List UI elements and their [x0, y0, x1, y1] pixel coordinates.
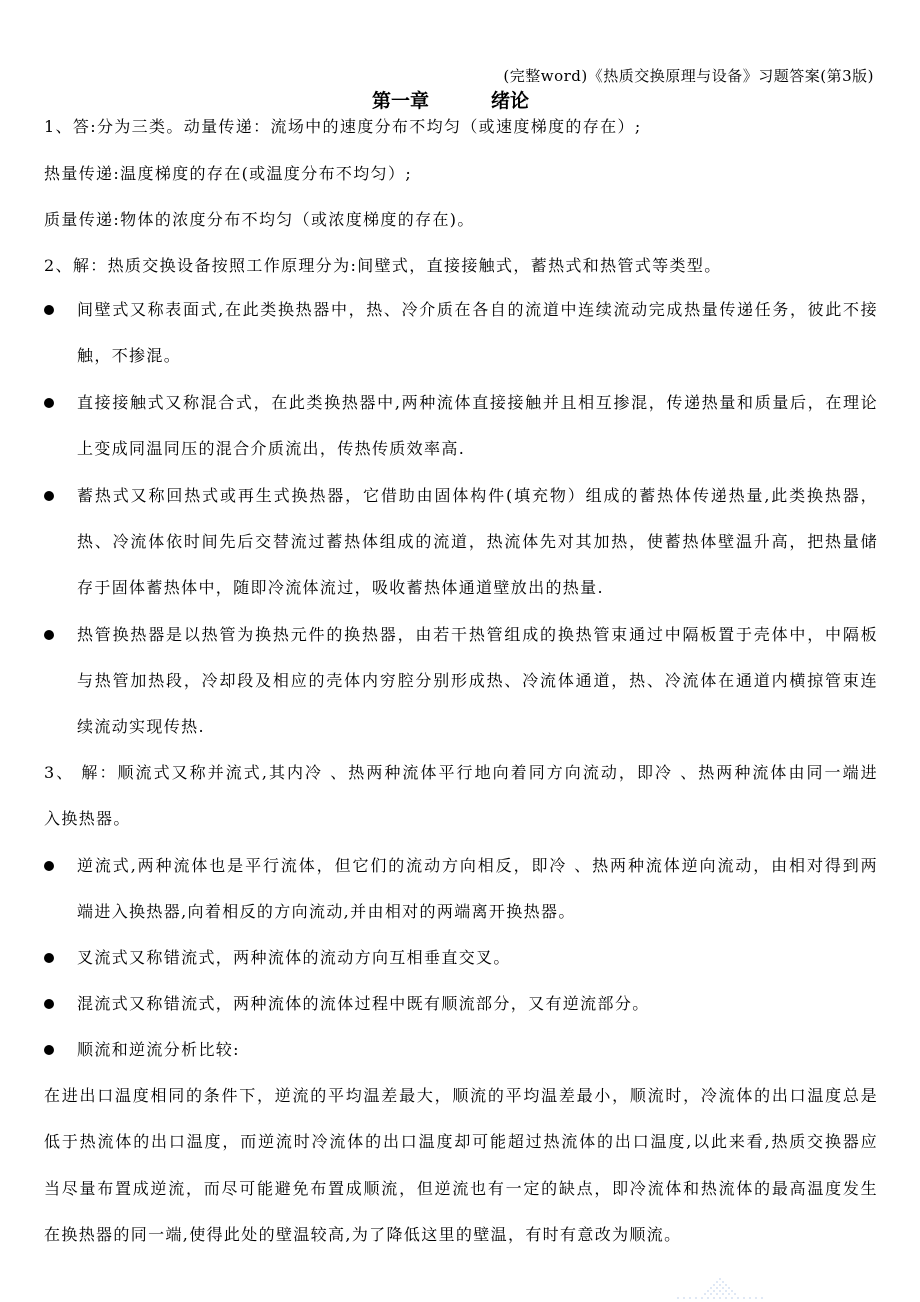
bullet-list-item: 混流式又称错流式，两种流体的流体过程中既有顺流部分，又有逆流部分。	[77, 994, 650, 1013]
bullet-list-item: 逆流式,两种流体也是平行流体，但它们的流动方向相反，即冷 、热两种流体逆向流动，由相对得到两	[77, 856, 878, 875]
paragraph-line: 续流动实现传热.	[77, 717, 205, 736]
paragraph-line: 在换热器的同一端,使得此处的壁温较高,为了降低这里的壁温，有时有意改为顺流。	[44, 1225, 682, 1244]
bullet-icon	[44, 1045, 54, 1055]
paragraph-line: 在进出口温度相同的条件下，逆流的平均温差最大，顺流的平均温差最小，顺流时，冷流体的出口温度总是	[44, 1086, 878, 1105]
paragraph-line: 3、 解：顺流式又称并流式,其内冷 、热两种流体平行地向着同方向流动，即冷 、热两种流体由同一端进	[44, 763, 878, 782]
paragraph-line: 热量传递:温度梯度的存在(或温度分布不均匀）;	[44, 164, 413, 183]
paragraph-line: 上变成同温同压的混合介质流出，传热传质效率高.	[77, 439, 466, 458]
watermark-icon	[672, 1276, 768, 1302]
paragraph-line: 当尽量布置成逆流，而尽可能避免布置成顺流，但逆流也有一定的缺点，即冷流体和热流体的最高温度发生	[44, 1179, 878, 1198]
paragraph-line: 触，不掺混。	[77, 346, 182, 365]
paragraph-line: 存于固体蓄热体中，随即冷流体流过，吸收蓄热体通道壁放出的热量.	[77, 578, 604, 597]
chapter-number: 第一章	[372, 90, 430, 112]
paragraph-line: 质量传递:物体的浓度分布不均匀（或浓度梯度的存在)。	[44, 210, 475, 229]
chapter-heading	[372, 89, 529, 113]
paragraph-line: 热、冷流体依时间先后交替流过蓄热体组成的流道，热流体先对其加热，使蓄热体壁温升高，把热量储	[77, 532, 878, 551]
bullet-list-item: 蓄热式又称回热式或再生式换热器，它借助由固体构件(填充物）组成的蓄热体传递热量,此类换热器，	[77, 486, 878, 505]
bullet-list-item: 间壁式又称表面式,在此类换热器中，热、冷介质在各自的流道中连续流动完成热量传递任务，彼此不接	[77, 300, 878, 319]
bullet-icon	[44, 861, 54, 871]
chapter-title: 绪论	[491, 90, 530, 112]
bullet-icon	[44, 305, 54, 315]
paragraph-line: 与热管加热段，冷却段及相应的壳体内穷腔分别形成热、冷流体通道，热、冷流体在通道内横掠管束连	[77, 671, 878, 690]
bullet-icon	[44, 398, 54, 408]
bullet-icon	[44, 491, 54, 501]
paragraph-line: 端进入换热器,向着相反的方向流动,并由相对的两端离开换热器。	[77, 902, 576, 921]
bullet-icon	[44, 999, 54, 1009]
paragraph-line: 入换热器。	[44, 809, 131, 828]
paragraph-line: 2、解：热质交换设备按照工作原理分为:间壁式，直接接触式，蓄热式和热管式等类型。	[44, 256, 722, 275]
paragraph-line: 低于热流体的出口温度，而逆流时冷流体的出口温度却可能超过热流体的出口温度,以此来看,热质交换器应	[44, 1132, 878, 1151]
document-header-title: (完整word)《热质交换原理与设备》习题答案(第3版)	[503, 67, 874, 85]
bullet-list-item: 直接接触式又称混合式，在此类换热器中,两种流体直接接触并且相互掺混，传递热量和质量后，在理论	[77, 393, 878, 412]
bullet-list-item: 热管换热器是以热管为换热元件的换热器，由若干热管组成的换热管束通过中隔板置于壳体中，中隔板	[77, 625, 878, 644]
paragraph-line: 1、答:分为三类。动量传递：流场中的速度分布不均匀（或速度梯度的存在）;	[44, 117, 642, 136]
bullet-icon	[44, 953, 54, 963]
bullet-icon	[44, 630, 54, 640]
bullet-list-item: 顺流和逆流分析比较:	[77, 1040, 240, 1059]
bullet-list-item: 叉流式又称错流式，两种流体的流动方向互相垂直交叉。	[77, 948, 511, 967]
